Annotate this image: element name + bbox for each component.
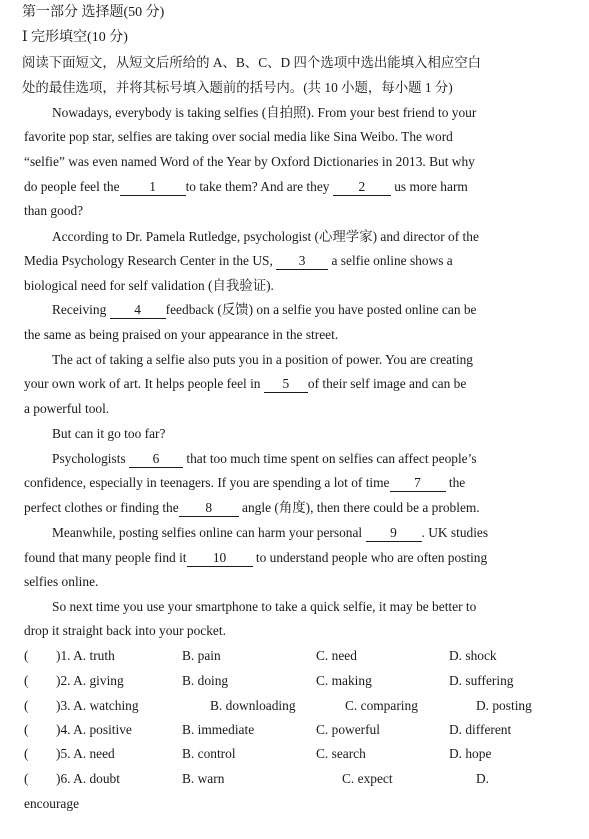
question-option-c: C. comparing xyxy=(345,698,418,713)
question-option-d: D. hope xyxy=(449,746,492,761)
passage-text: to understand people who are often posting xyxy=(255,550,488,565)
blank-2: 2 xyxy=(333,179,391,196)
question-option-b: B. pain xyxy=(182,648,221,663)
answer-bracket[interactable]: ( xyxy=(24,722,29,737)
question-option-b: B. doing xyxy=(182,673,229,688)
question-option-d: D. suffering xyxy=(449,673,514,688)
passage-text: perfect clothes or finding the xyxy=(24,500,179,515)
question-option-a: )4. A. positive xyxy=(56,722,132,737)
question-option-c: C. powerful xyxy=(316,722,380,737)
question-option-d: D. different xyxy=(449,722,512,737)
passage-text: feedback (反馈) on a selfie you have posted online can be xyxy=(165,302,477,317)
question-option-a: )3. A. watching xyxy=(56,698,139,713)
passage-text: Psychologists xyxy=(52,451,126,466)
passage-line xyxy=(24,252,453,270)
question-option-b: B. control xyxy=(182,746,236,761)
passage-text: Receiving xyxy=(52,302,107,317)
passage-text: to take them? And are they xyxy=(185,179,330,194)
passage-line: So next time you use your smartphone to take a quick selfie, it may be better to xyxy=(52,599,477,614)
question-option-a: )1. A. truth xyxy=(56,648,115,663)
blank-7: 7 xyxy=(390,475,446,492)
passage-line: According to Dr. Pamela Rutledge, psychologist (心理学家) and director of the xyxy=(52,229,479,244)
passage-line: than good? xyxy=(24,203,84,218)
question-option-d: D. xyxy=(476,771,490,786)
question-option-a: )6. A. doubt xyxy=(56,771,120,786)
answer-bracket[interactable]: ( xyxy=(24,673,29,688)
passage-text: the xyxy=(448,475,466,490)
blank-9: 9 xyxy=(366,525,422,542)
blank-5: 5 xyxy=(264,376,308,393)
passage-text: confidence, especially in teenagers. If you are spending a lot of time xyxy=(24,475,390,490)
passage-line: “selfie” was even named Word of the Year by Oxford Dictionaries in 2013. But why xyxy=(24,154,475,169)
question-option-a: )5. A. need xyxy=(56,746,115,761)
passage-line: The act of taking a selfie also puts you in a position of power. You are creating xyxy=(52,352,473,367)
passage-text: do people feel the xyxy=(24,179,120,194)
instructions-line-2: 处的最佳选项，并将其标号填入题前的括号内。(共 10 小题，每小题 1 分) xyxy=(22,80,453,95)
passage-line: But can it go too far? xyxy=(52,426,166,441)
passage-text: a selfie online shows a xyxy=(331,253,453,268)
passage-line: a powerful tool. xyxy=(24,401,110,416)
passage-line: drop it straight back into your pocket. xyxy=(24,623,226,638)
passage-text: angle (角度), then there could be a problem. xyxy=(242,500,480,515)
wrapped-option-text: encourage xyxy=(24,796,80,811)
blank-4: 4 xyxy=(110,302,166,319)
passage-line: biological need for self validation (自我验证). xyxy=(24,278,274,293)
passage-text: that too much time spent on selfies can affect people’s xyxy=(186,451,477,466)
blank-8: 8 xyxy=(179,500,239,517)
question-option-c: C. making xyxy=(316,673,372,688)
passage-line: the same as being praised on your appearance in the street. xyxy=(24,327,339,342)
blank-6: 6 xyxy=(129,451,183,468)
part-title: 第一部分 选择题(50 分) xyxy=(22,5,165,20)
passage-line xyxy=(24,549,487,567)
passage-line xyxy=(52,301,477,319)
answer-bracket[interactable]: ( xyxy=(24,771,29,786)
passage-text: your own work of art. It helps people feel in xyxy=(24,376,261,391)
passage-line xyxy=(24,474,465,492)
passage-text: Media Psychology Research Center in the US, xyxy=(24,253,273,268)
passage-line xyxy=(52,450,477,468)
passage-text: . UK studies xyxy=(421,525,489,540)
passage-line xyxy=(24,375,466,393)
question-option-b: B. warn xyxy=(182,771,225,786)
question-option-d: D. shock xyxy=(449,648,497,663)
question-option-a: )2. A. giving xyxy=(56,673,124,688)
passage-line xyxy=(52,524,488,542)
passage-line: Nowadays, everybody is taking selfies (自拍照). From your best friend to your xyxy=(52,105,477,120)
question-option-c: C. need xyxy=(316,648,357,663)
passage-line xyxy=(24,178,468,196)
blank-3: 3 xyxy=(276,253,328,270)
blank-1: 1 xyxy=(120,179,186,196)
passage-line: selfies online. xyxy=(24,574,99,589)
instructions-line-1: 阅读下面短文，从短文后所给的 A、B、C、D 四个选项中选出能填入相应空白 xyxy=(22,55,482,70)
question-option-b: B. immediate xyxy=(182,722,255,737)
passage-text: us more harm xyxy=(394,179,468,194)
question-option-b: B. downloading xyxy=(210,698,296,713)
passage-text: found that many people find it xyxy=(24,550,187,565)
passage-line: favorite pop star, selfies are taking over social media like Sina Weibo. The word xyxy=(24,129,453,144)
answer-bracket[interactable]: ( xyxy=(24,698,29,713)
passage-text: Meanwhile, posting selfies online can harm your personal xyxy=(52,525,363,540)
section-title: Ⅰ 完形填空(10 分) xyxy=(22,30,128,45)
question-option-c: C. expect xyxy=(342,771,393,786)
passage-line xyxy=(24,499,480,517)
question-option-c: C. search xyxy=(316,746,366,761)
question-option-d: D. posting xyxy=(476,698,532,713)
passage-text: of their self image and can be xyxy=(307,376,467,391)
answer-bracket[interactable]: ( xyxy=(24,648,29,663)
answer-bracket[interactable]: ( xyxy=(24,746,29,761)
blank-10: 10 xyxy=(187,550,253,567)
